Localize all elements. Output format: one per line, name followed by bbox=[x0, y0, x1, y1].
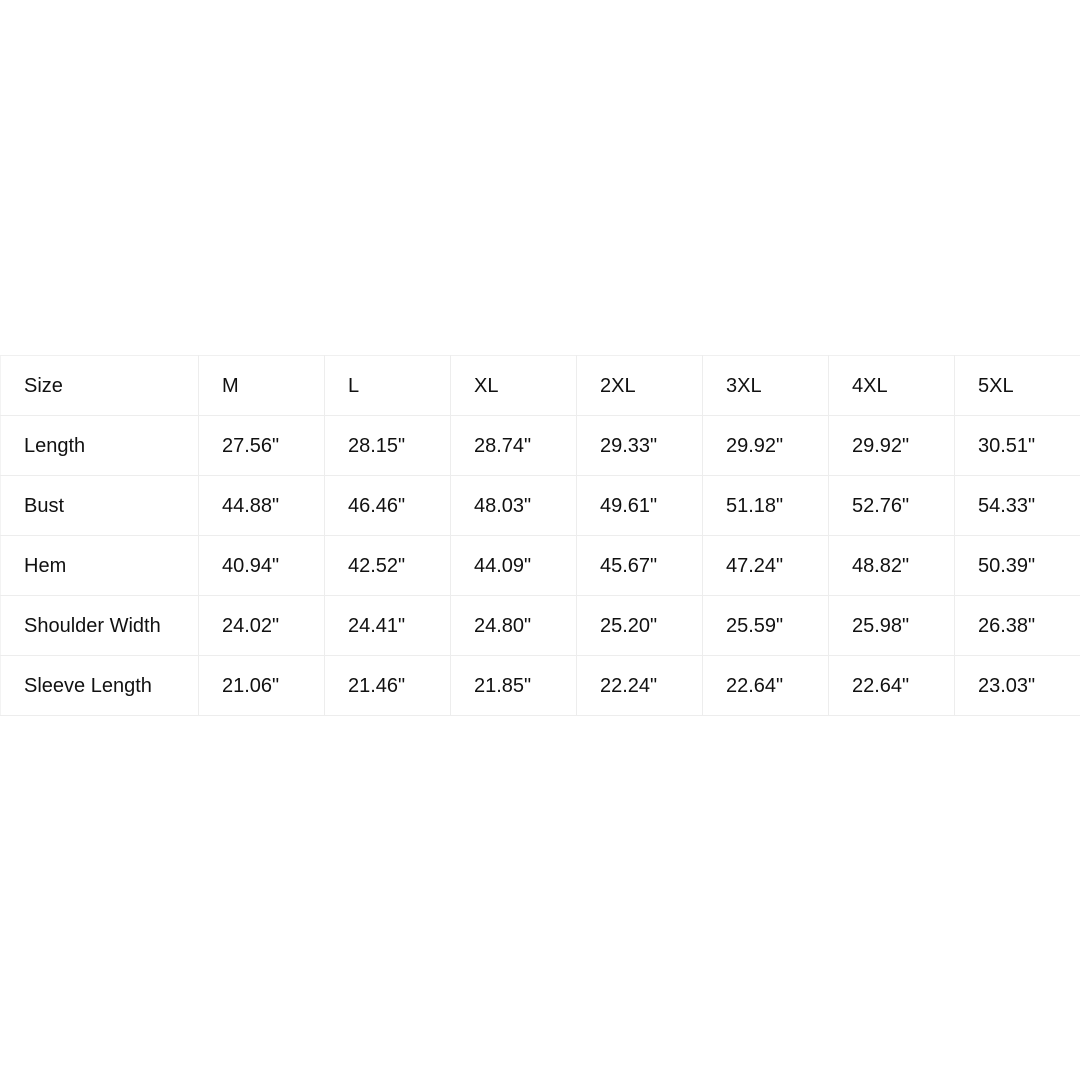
measurement-value: 47.24" bbox=[703, 536, 829, 596]
size-header-cell: XL bbox=[451, 356, 577, 416]
measurement-value: 45.67" bbox=[577, 536, 703, 596]
measurement-value: 22.64" bbox=[703, 656, 829, 716]
measurement-value: 48.82" bbox=[829, 536, 955, 596]
measurement-value: 46.46" bbox=[325, 476, 451, 536]
table-header-row bbox=[1, 356, 1080, 416]
measurement-value: 29.92" bbox=[703, 416, 829, 476]
table-row bbox=[1, 536, 1080, 596]
measurement-value: 40.94" bbox=[199, 536, 325, 596]
measurement-value: 50.39" bbox=[955, 536, 1080, 596]
size-chart-table bbox=[0, 355, 1080, 716]
size-header-cell: 2XL bbox=[577, 356, 703, 416]
measurement-value: 44.09" bbox=[451, 536, 577, 596]
measurement-value: 24.41" bbox=[325, 596, 451, 656]
measurement-value: 51.18" bbox=[703, 476, 829, 536]
table-row bbox=[1, 656, 1080, 716]
measurement-value: 24.80" bbox=[451, 596, 577, 656]
measurement-value: 25.20" bbox=[577, 596, 703, 656]
size-header-cell: 5XL bbox=[955, 356, 1080, 416]
size-header-cell: L bbox=[325, 356, 451, 416]
measurement-value: 22.64" bbox=[829, 656, 955, 716]
measurement-value: 42.52" bbox=[325, 536, 451, 596]
measurement-value: 28.15" bbox=[325, 416, 451, 476]
measurement-value: 28.74" bbox=[451, 416, 577, 476]
measurement-label: Length bbox=[1, 416, 199, 476]
measurement-value: 30.51" bbox=[955, 416, 1080, 476]
measurement-value: 21.06" bbox=[199, 656, 325, 716]
measurement-value: 23.03" bbox=[955, 656, 1080, 716]
table-row bbox=[1, 596, 1080, 656]
measurement-value: 49.61" bbox=[577, 476, 703, 536]
measurement-value: 54.33" bbox=[955, 476, 1080, 536]
measurement-value: 21.46" bbox=[325, 656, 451, 716]
measurement-value: 44.88" bbox=[199, 476, 325, 536]
size-header-cell: 3XL bbox=[703, 356, 829, 416]
size-header-cell: M bbox=[199, 356, 325, 416]
measurement-value: 48.03" bbox=[451, 476, 577, 536]
measurement-label: Bust bbox=[1, 476, 199, 536]
measurement-value: 25.98" bbox=[829, 596, 955, 656]
measurement-label: Hem bbox=[1, 536, 199, 596]
measurement-value: 25.59" bbox=[703, 596, 829, 656]
measurement-value: 26.38" bbox=[955, 596, 1080, 656]
measurement-value: 52.76" bbox=[829, 476, 955, 536]
size-header-cell: 4XL bbox=[829, 356, 955, 416]
measurement-value: 29.33" bbox=[577, 416, 703, 476]
measurement-value: 27.56" bbox=[199, 416, 325, 476]
measurement-label: Sleeve Length bbox=[1, 656, 199, 716]
measurement-value: 29.92" bbox=[829, 416, 955, 476]
table-row bbox=[1, 416, 1080, 476]
measurement-value: 21.85" bbox=[451, 656, 577, 716]
table-row bbox=[1, 476, 1080, 536]
measurement-label: Shoulder Width bbox=[1, 596, 199, 656]
size-header-label: Size bbox=[1, 356, 199, 416]
measurement-value: 24.02" bbox=[199, 596, 325, 656]
measurement-value: 22.24" bbox=[577, 656, 703, 716]
